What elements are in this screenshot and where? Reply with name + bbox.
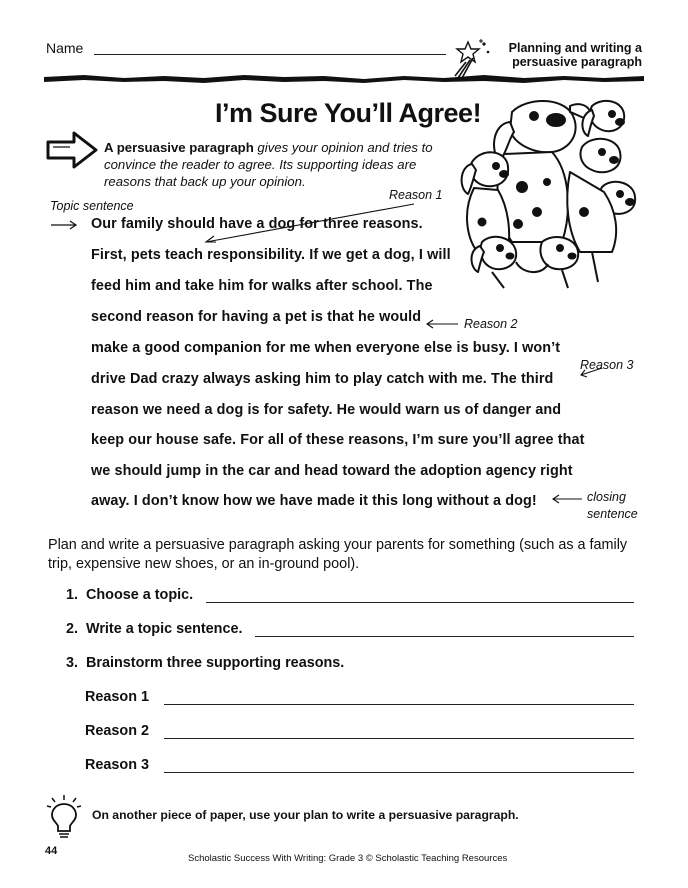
step-2-number: 2. <box>66 621 79 637</box>
page-title: I’m Sure You’ll Agree! <box>215 98 482 128</box>
name-field[interactable] <box>94 54 446 55</box>
reason-1-label: Reason 1 <box>85 689 149 705</box>
header-title-line2: persuasive paragraph <box>512 55 642 69</box>
paragraph-line-10: away. I don’t know how we have made it this long without a dog! <box>91 493 537 509</box>
header-title <box>509 41 642 69</box>
closing-label-line1: closing <box>587 490 626 504</box>
step-3-label: Brainstorm three supporting reasons. <box>86 655 345 671</box>
paragraph-line-6: drive Dad crazy always asking him to play catch with me. The third <box>91 371 554 387</box>
rough-divider-bar <box>44 72 644 84</box>
pointing-arrow-icon <box>44 128 100 172</box>
header-title-line1: Planning and writing a <box>508 41 642 55</box>
paragraph-line-7: reason we need a dog is for safety. He would warn us of danger and <box>91 402 562 418</box>
reason3-label: Reason 3 <box>580 358 634 372</box>
intro-definition <box>104 139 449 190</box>
step-3 <box>66 655 344 671</box>
instructions-text: Plan and write a persuasive paragraph asking your parents for something (such as a family trip, expensive new shoes, or an in-ground pool). <box>48 537 628 572</box>
reason-3-label: Reason 3 <box>85 757 149 773</box>
reason-1-answer-line[interactable] <box>164 704 634 705</box>
step-2 <box>66 621 242 637</box>
dogs-illustration <box>452 92 642 292</box>
paragraph-line-5: make a good companion for me when everyone else is busy. I won’t <box>91 340 561 356</box>
intro-bold-term: A persuasive paragraph <box>104 140 254 155</box>
reason-3-answer-line[interactable] <box>164 772 634 773</box>
lightbulb-icon <box>46 794 82 840</box>
intro-text: gives your opinion and tries to convince the reader to agree. Its supporting ideas are reasons that back up your opinion. <box>104 140 433 189</box>
step-3-number: 3. <box>66 655 79 671</box>
paragraph-line-3: feed him and take him for walks after school. The <box>91 278 433 294</box>
step-1 <box>66 587 193 603</box>
step-1-label: Choose a topic. <box>86 587 194 603</box>
paragraph-line-9: we should jump in the car and head toward the adoption agency right <box>91 463 573 479</box>
paragraph-line-1: Our family should have a dog for three reasons. <box>91 216 423 232</box>
closing-label-line2: sentence <box>587 507 638 521</box>
paragraph-line-2: First, pets teach responsibility. If we get a dog, I will <box>91 247 451 263</box>
footer-note: On another piece of paper, use your plan to write a persuasive paragraph. <box>92 808 519 822</box>
step-1-number: 1. <box>66 587 79 603</box>
reason1-label: Reason 1 <box>389 188 443 202</box>
reason2-label: Reason 2 <box>464 317 518 331</box>
topic-answer-line[interactable] <box>206 602 634 603</box>
closing-arrow <box>550 494 584 504</box>
reason-2-label: Reason 2 <box>85 723 149 739</box>
footer-credit: Scholastic Success With Writing: Grade 3 © Scholastic Teaching Resources <box>188 853 508 864</box>
topic-arrow <box>50 220 80 230</box>
topic-sentence-answer-line[interactable] <box>255 636 634 637</box>
paragraph-line-4: second reason for having a pet is that he would <box>91 309 422 325</box>
paragraph-line-8: keep our house safe. For all of these reasons, I’m sure you’ll agree that <box>91 432 585 448</box>
reason2-arrow <box>424 319 460 329</box>
step-2-label: Write a topic sentence. <box>86 621 243 637</box>
reason-2-answer-line[interactable] <box>164 738 634 739</box>
name-label: Name <box>46 40 84 56</box>
page-number: 44 <box>45 845 58 857</box>
topic-sentence-label: Topic sentence <box>50 199 134 213</box>
